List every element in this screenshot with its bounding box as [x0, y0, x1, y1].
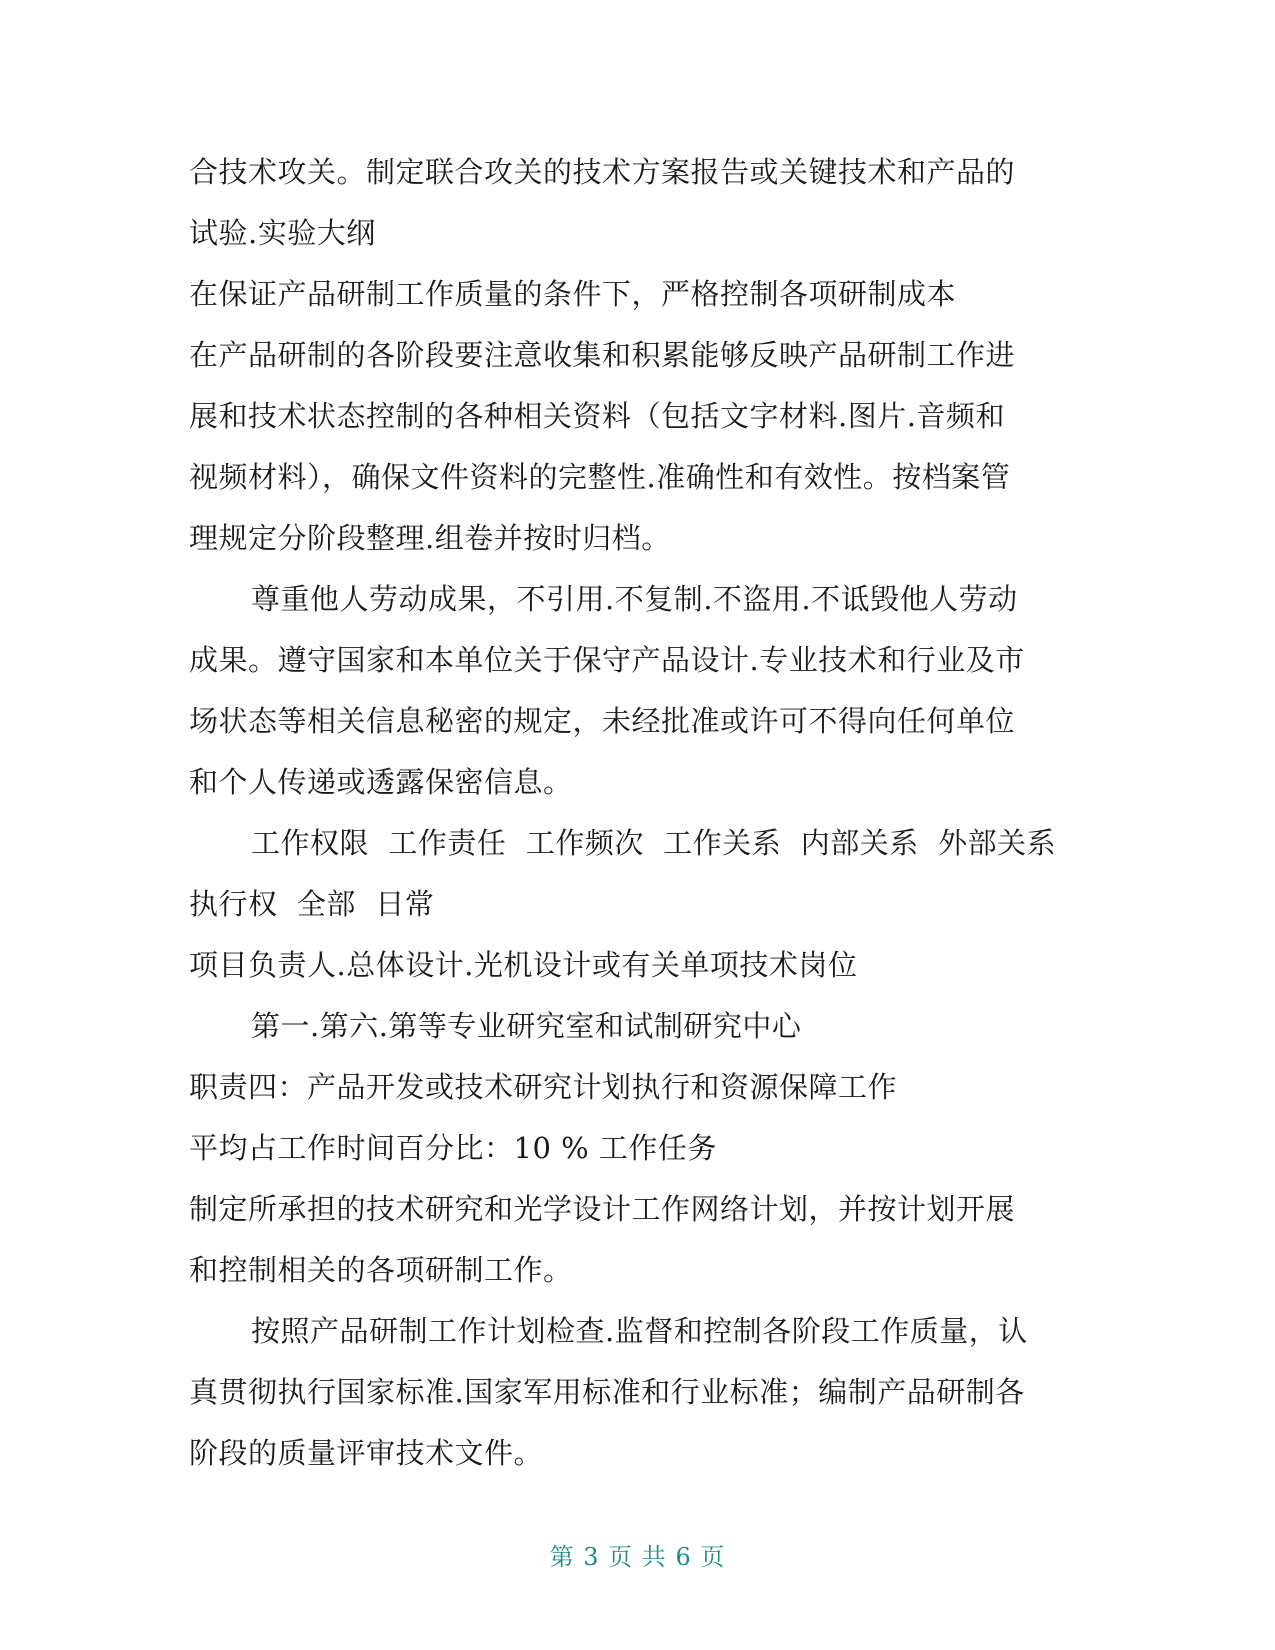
text-line: 和个人传递或透露保密信息。 [189, 765, 573, 799]
text-line: 按照产品研制工作计划检查.监督和控制各阶段工作质量，认 [251, 1314, 1028, 1348]
text-line: 制定所承担的技术研究和光学设计工作网络计划，并按计划开展 [189, 1192, 1016, 1226]
text-line: 试验.实验大纲 [189, 216, 376, 250]
text-line: 职责四：产品开发或技术研究计划执行和资源保障工作 [189, 1070, 898, 1104]
document-body [189, 142, 1089, 1484]
text-line: 场状态等相关信息秘密的规定，未经批准或许可不得向任何单位 [189, 704, 1016, 738]
text-line: 平均占工作时间百分比：10 % 工作任务 [189, 1131, 717, 1165]
text-line: 阶段的质量评审技术文件。 [189, 1436, 544, 1470]
text-line: 成果。遵守国家和本单位关于保守产品设计.专业技术和行业及市 [189, 643, 1025, 677]
page-number-footer: 第 3 页 共 6 页 [549, 1543, 726, 1571]
text-line: 视频材料），确保文件资料的完整性.准确性和有效性。按档案管 [189, 460, 1011, 494]
text-line: 执行权 全部 日常 [189, 887, 435, 921]
text-line: 在保证产品研制工作质量的条件下，严格控制各项研制成本 [189, 277, 957, 311]
text-line: 真贯彻执行国家标准.国家军用标准和行业标准；编制产品研制各 [189, 1375, 1025, 1409]
text-line: 理规定分阶段整理.组卷并按时归档。 [189, 521, 671, 555]
text-line: 项目负责人.总体设计.光机设计或有关单项技术岗位 [189, 948, 858, 982]
text-line: 第一.第六.第等专业研究室和试制研究中心 [251, 1009, 802, 1043]
text-line: 工作权限 工作责任 工作频次 工作关系 内部关系 外部关系 [251, 826, 1057, 860]
text-line: 和控制相关的各项研制工作。 [189, 1253, 573, 1287]
text-line: 尊重他人劳动成果，不引用.不复制.不盗用.不诋毁他人劳动 [251, 582, 1018, 616]
text-line: 在产品研制的各阶段要注意收集和积累能够反映产品研制工作进 [189, 338, 1016, 372]
text-line: 合技术攻关。制定联合攻关的技术方案报告或关键技术和产品的 [189, 155, 1016, 189]
text-line: 展和技术状态控制的各种相关资料（包括文字材料.图片.音频和 [189, 399, 1005, 433]
